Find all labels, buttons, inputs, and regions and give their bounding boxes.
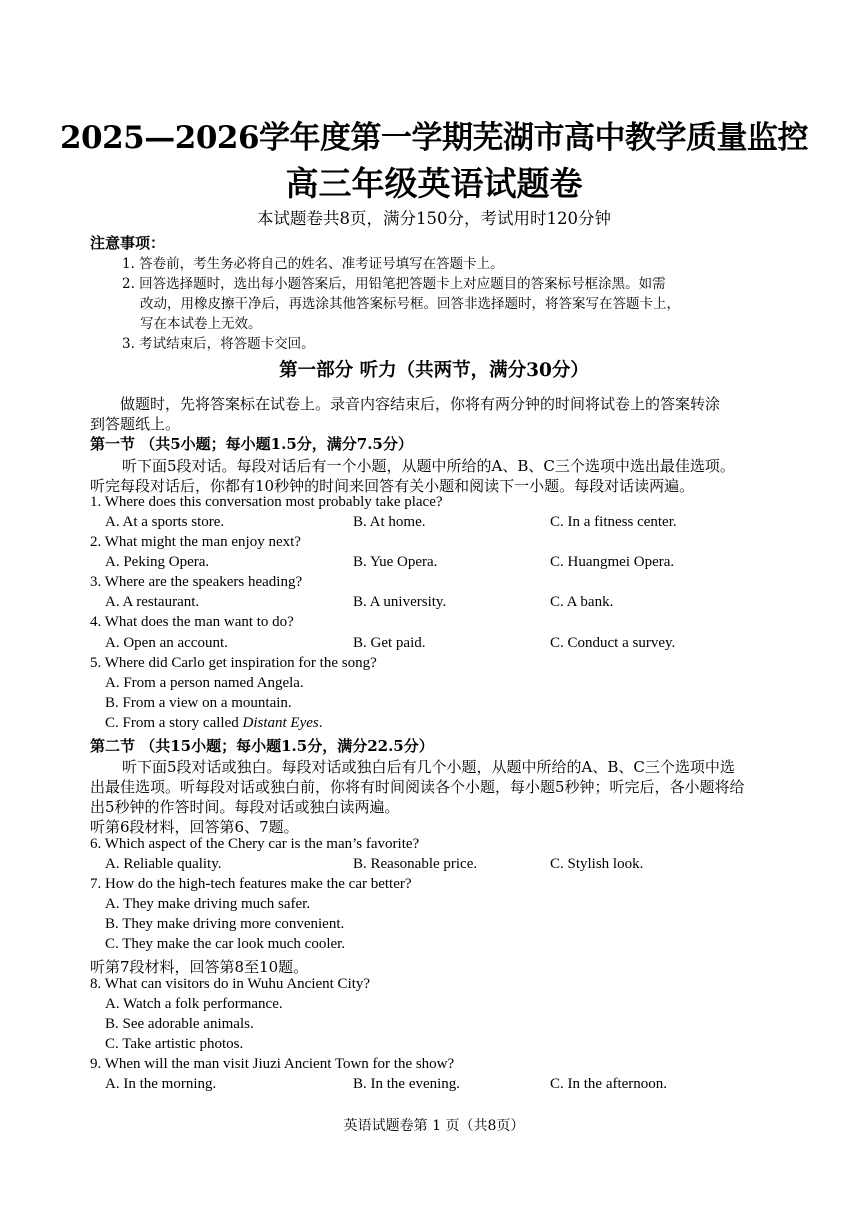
question-6: 6. Which aspect of the Chery car is the man’s favorite? [90, 836, 420, 852]
question-4-option-c: C. Conduct a survey. [550, 635, 676, 651]
question-8-option-c: C. Take artistic photos. [105, 1036, 244, 1052]
question-5-option-b: B. From a view on a mountain. [105, 695, 292, 711]
section-two-heading: 第二节 （共15小题；每小题1.5分，满分22.5分） [90, 737, 434, 755]
option-punctuation: . [318, 715, 323, 731]
question-8: 8. What can visitors do in Wuhu Ancient City? [90, 976, 371, 992]
question-7-option-a: A. They make driving much safer. [105, 896, 311, 912]
question-8-option-b: B. See adorable animals. [105, 1016, 254, 1032]
section-two-instructions-cont: 出最佳选项。听每段对话或独白前，你将有时间阅读各个小题，每小题5秒钟；听完后，各小题将给 [90, 778, 745, 796]
question-4-option-b: B. Get paid. [353, 635, 426, 651]
question-7-option-c: C. They make the car look much cooler. [105, 936, 346, 952]
part-one-intro-cont: 到答题纸上。 [90, 415, 181, 433]
note-2-cont: 改动，用橡皮擦干净后，再选涂其他答案标号框。回答非选择题时，将答案写在答题卡上， [140, 296, 680, 312]
question-2: 2. What might the man enjoy next? [90, 534, 301, 550]
question-5-option-a: A. From a person named Angela. [105, 675, 304, 691]
exam-subject-title: 高三年级英语试题卷 [285, 164, 583, 203]
question-6-option-a: A. Reliable quality. [105, 856, 222, 872]
question-5-option-c [105, 715, 322, 732]
story-title: Distant Eyes [242, 715, 319, 731]
question-9-option-a: A. In the morning. [105, 1076, 217, 1092]
question-2-option-a: A. Peking Opera. [105, 554, 210, 570]
option-text: C. From a story called [105, 715, 243, 731]
section-one-instructions-cont: 听完每段对话后，你都有10秒钟的时间来回答有关小题和阅读下一小题。每段对话读两遍。 [90, 477, 695, 495]
section-one-heading: 第一节 （共5小题；每小题1.5分，满分7.5分） [90, 435, 413, 453]
question-2-option-b: B. Yue Opera. [353, 554, 438, 570]
question-8-option-a: A. Watch a folk performance. [105, 996, 283, 1012]
question-9-option-b: B. In the evening. [353, 1076, 461, 1092]
notes-heading: 注意事项： [90, 234, 166, 252]
exam-title: 2025—2026学年度第一学期芜湖市高中教学质量监控 [59, 120, 809, 156]
part-one-title: 第一部分 听力（共两节，满分30分） [279, 360, 589, 381]
question-5: 5. Where did Carlo get inspiration for the song? [90, 655, 377, 671]
material-6-heading: 听第6段材料，回答第6、7题。 [90, 818, 299, 836]
question-3: 3. Where are the speakers heading? [90, 574, 303, 590]
exam-info: 本试题卷共8页，满分150分，考试用时120分钟 [257, 209, 611, 228]
question-1-option-b: B. At home. [353, 514, 426, 530]
question-4-option-a: A. Open an account. [105, 635, 228, 651]
question-4: 4. What does the man want to do? [90, 614, 294, 630]
question-3-option-b: B. A university. [353, 594, 447, 610]
note-1: 1. 答卷前，考生务必将自己的姓名、准考证号填写在答题卡上。 [122, 256, 504, 272]
question-2-option-c: C. Huangmei Opera. [550, 554, 675, 570]
question-9: 9. When will the man visit Jiuzi Ancient Town for the show? [90, 1056, 455, 1072]
part-one-intro: 做题时，先将答案标在试卷上。录音内容结束后，你将有两分钟的时间将试卷上的答案转涂 [120, 395, 721, 413]
question-6-option-c: C. Stylish look. [550, 856, 644, 872]
question-9-option-c: C. In the afternoon. [550, 1076, 668, 1092]
section-one-instructions: 听下面5段对话。每段对话后有一个小题，从题中所给的A、B、C三个选项中选出最佳选项。 [122, 457, 735, 475]
question-7-option-b: B. They make driving more convenient. [105, 916, 345, 932]
question-7: 7. How do the high-tech features make the car better? [90, 876, 412, 892]
section-two-instructions: 听下面5段对话或独白。每段对话或独白后有几个小题，从题中所给的A、B、C三个选项中选 [122, 758, 735, 776]
question-3-option-a: A. A restaurant. [105, 594, 200, 610]
question-1: 1. Where does this conversation most probably take place? [90, 494, 443, 510]
page-footer: 英语试题卷第 1 页（共8页） [343, 1118, 525, 1134]
question-1-option-c: C. In a fitness center. [550, 514, 677, 530]
note-2: 2. 回答选择题时，选出每小题答案后，用铅笔把答题卡上对应题目的答案标号框涂黑。如需 [122, 276, 666, 292]
question-6-option-b: B. Reasonable price. [353, 856, 478, 872]
section-two-instructions-cont2: 出5秒钟的作答时间。每段对话或独白读两遍。 [90, 798, 400, 816]
question-3-option-c: C. A bank. [550, 594, 614, 610]
question-1-option-a: A. At a sports store. [105, 514, 225, 530]
material-7-heading: 听第7段材料，回答第8至10题。 [90, 958, 309, 976]
note-3: 3. 考试结束后，将答题卡交回。 [122, 336, 315, 352]
note-2-cont2: 写在本试卷上无效。 [140, 316, 262, 332]
